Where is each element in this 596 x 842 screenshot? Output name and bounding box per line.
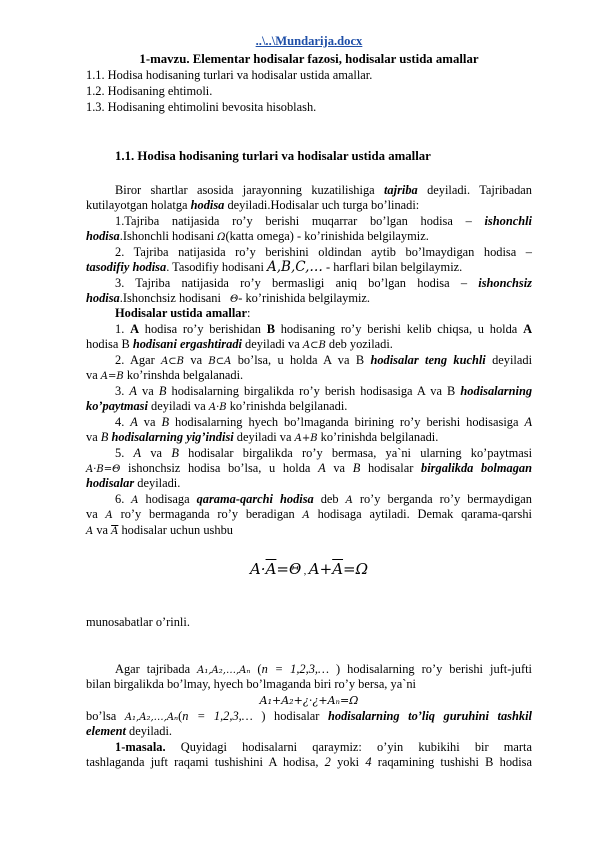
- letter: B: [158, 384, 167, 398]
- letter: A: [318, 461, 326, 475]
- letter: A: [105, 510, 113, 521]
- text: 4.: [115, 415, 131, 429]
- text: 3. Tajriba natijasida ro’y bermasligi aniq bo’lgan hodisa –: [115, 276, 479, 290]
- term-ishonchsiz: ishonchsiz: [478, 276, 532, 290]
- text: hodisalar birgalikda ro’y bermasa, ya`ni ularning ko’paytmasi: [178, 446, 533, 460]
- formula-part: A·: [249, 560, 266, 578]
- text: deb yoziladi.: [325, 337, 393, 351]
- text: hodisalarning hyech bo’lmaganda birining ro’y berishi hodisasiga: [169, 415, 525, 429]
- formula-part: A₁+A₂+¿⋅¿+Aₙ=Ω: [259, 694, 359, 707]
- index-range: n = 1,2,3,…: [182, 709, 253, 723]
- text: (: [178, 709, 183, 723]
- text: tashlaganda juft raqami tushishini A hodisa,: [86, 755, 325, 769]
- letter: A: [86, 526, 94, 537]
- text: va: [86, 430, 101, 444]
- text: deyiladi va: [147, 399, 209, 413]
- text: 1.: [115, 322, 131, 336]
- text: deyiladi.Hodisalar uch turga bo’linadi:: [224, 198, 420, 212]
- text: deyiladi. Tajribadan: [417, 183, 532, 197]
- paragraph-line: [86, 399, 532, 415]
- term-tajriba: tajriba: [383, 183, 418, 197]
- letter: B: [100, 430, 109, 444]
- text: 2. Tajriba natijasida ro’y berishini oldindan aytib bo’lmaydigan hodisa –: [115, 245, 532, 259]
- term-hodisa: hodisa: [86, 291, 120, 305]
- formula-separator: ,: [301, 566, 309, 577]
- letter: A: [129, 384, 137, 398]
- text: Biror shartlar asosida jarayonning kuzatilishiga: [115, 183, 384, 197]
- text: hodisaga aytiladi. Demak qarama-qarshi: [309, 507, 532, 521]
- subset-formula: A⊂B: [161, 356, 185, 367]
- text: ) hodisalarning ro’y berishi juft-jufti: [329, 662, 532, 676]
- text: va: [184, 353, 209, 367]
- text: raqamining tushishi B hodisa: [371, 755, 532, 769]
- paragraph-line: munosabatlar o’rinli.: [86, 615, 190, 629]
- section-heading: 1.1. Hodisa hodisaning turlari va hodisalar ustida amallar: [115, 149, 431, 163]
- ops-heading-line: [115, 306, 532, 321]
- text: 6.: [115, 492, 132, 506]
- text: (: [250, 662, 262, 676]
- text: ko’rinshda belgalanadi.: [123, 368, 244, 382]
- text: ko’rinishda belgilanadi.: [317, 430, 439, 444]
- event-sequence: A₁,A₂,…,Aₙ: [197, 665, 251, 676]
- text: yoki: [330, 755, 366, 769]
- paragraph-line: [86, 229, 532, 245]
- letter: A: [523, 322, 533, 336]
- number: 4: [365, 755, 372, 769]
- term-hodisalar: hodisalar: [86, 476, 135, 490]
- event-letters: A,B,C,…: [266, 259, 323, 275]
- formula-part: =Ω: [343, 560, 369, 578]
- paragraph-line: [86, 368, 532, 384]
- letter: B: [266, 322, 275, 336]
- letter: B: [161, 415, 170, 429]
- paragraph-line: [86, 755, 532, 770]
- term-yigindisi: hodisalarning yig’indisi: [111, 430, 234, 444]
- text: bo’lsa: [86, 709, 125, 723]
- text: hodisa ro’y berishidan: [139, 322, 267, 336]
- text: ro’y bermaganda ro’y beradigan: [112, 507, 303, 521]
- ops-heading: Hodisalar ustida amallar: [115, 306, 247, 320]
- paragraph-line: [86, 476, 532, 491]
- text: kutilayotgan holatga: [86, 198, 191, 212]
- event-sequence: A₁,A₂,…,Aₙ: [124, 712, 179, 723]
- omega-symbol: Ω: [217, 232, 226, 243]
- paragraph-line: [86, 507, 532, 523]
- text: ishonchsiz hodisa bo’lsa, u holda: [120, 461, 319, 475]
- text: 1.Tajriba natijasida ro’y berishi muqarrar bo’lgan hodisa –: [115, 214, 485, 228]
- paragraph-line: [115, 415, 532, 430]
- paragraph-line: [115, 353, 532, 369]
- term-element: element: [86, 724, 126, 738]
- paragraph-line: bilan birgalikda bo’lmay, hyech bo’lmaganda biri ro’y bersa, ya`ni: [86, 677, 416, 691]
- letter: A: [131, 495, 139, 506]
- text: hodisa B: [86, 337, 133, 351]
- paragraph-line: [86, 260, 532, 275]
- text: hodisalar uchun ushbu: [118, 523, 233, 537]
- text: ) hodisalar: [252, 709, 328, 723]
- text: - ko’rinishida belgilaymiz.: [238, 291, 371, 305]
- paragraph-line: [115, 384, 532, 399]
- term-hodisalarning: hodisalarning: [460, 384, 533, 398]
- subset-formula: B⊂A: [208, 356, 232, 367]
- term-toliq-guruh: hodisalarning to’liq guruhini tashkil: [327, 709, 532, 723]
- paragraph-line: [86, 337, 532, 353]
- paragraph-line: [86, 461, 532, 477]
- paragraph-line: [86, 709, 532, 725]
- contents-link-text[interactable]: ..\..\Mundarija.docx: [255, 34, 363, 48]
- paragraph-line: [115, 322, 532, 337]
- term-teng-kuchli: hodisalar teng kuchli: [370, 353, 486, 367]
- letter: A: [302, 510, 310, 521]
- paragraph-line: [115, 183, 532, 198]
- text: Agar tajribada: [115, 662, 198, 676]
- equality-formula: A=B: [100, 371, 124, 382]
- text: hodisalar: [360, 461, 422, 475]
- letter: B: [171, 446, 179, 460]
- text: (katta omega) - ko’rinishida belgilaymiz.: [225, 229, 429, 243]
- text: .Ishonchli hodisani: [119, 229, 218, 243]
- number: 2: [324, 755, 331, 769]
- text: deb: [313, 492, 346, 506]
- term-ergashtiradi: hodisani ergashtiradi: [132, 337, 242, 351]
- text: 3.: [115, 384, 130, 398]
- index-range: n = 1,2,3,…: [261, 662, 330, 676]
- text: va: [86, 507, 106, 521]
- text: va: [136, 384, 159, 398]
- paragraph-line: [86, 523, 532, 539]
- text: va: [86, 368, 101, 382]
- letter: B: [352, 461, 361, 475]
- letter: A: [345, 495, 353, 506]
- document-title: 1-mavzu. Elementar hodisalar fazosi, hodisalar ustida amallar: [139, 52, 479, 66]
- text: deyiladi.: [134, 476, 181, 490]
- term-kopaytmasi: ko’paytmasi: [86, 399, 148, 413]
- paragraph-line: [115, 492, 532, 508]
- formula-part: A+: [308, 560, 333, 578]
- paragraph-line: [115, 245, 532, 260]
- letter-complement: $\overline{A}$: [111, 526, 119, 537]
- text: deyiladi.: [125, 724, 173, 738]
- text: hodisalarning birgalikda ro’y berish hodisasiga A va B: [166, 384, 461, 398]
- paragraph-line: [86, 198, 532, 213]
- text: :: [246, 306, 251, 320]
- text: deyiladi: [485, 353, 533, 367]
- paragraph-line: [86, 291, 532, 307]
- formula-part: $\overline{A}$: [332, 560, 344, 578]
- text: hodisaning ro’y berishi kelib chiqsa, u holda: [274, 322, 524, 336]
- paragraph-line: [115, 662, 532, 678]
- term-qarama-qarshi: qarama-qarchi hodisa: [196, 492, 314, 506]
- term-tasodifiy: tasodifiy hodisa: [86, 260, 167, 274]
- text: hodisaga: [138, 492, 197, 506]
- text: deyiladi va: [233, 430, 295, 444]
- term-birgalikda-bolmagan: birgalikda bolmagan: [421, 461, 532, 475]
- text: va: [325, 461, 353, 475]
- text: ko’rinishda belgilanadi.: [226, 399, 348, 413]
- paragraph-line: [115, 276, 532, 291]
- term-hodisa: hodisa: [190, 198, 225, 212]
- text: 5.: [115, 446, 134, 460]
- text: Quyidagi hodisalarni qaraymiz: o’yin kubikihi bir marta: [165, 740, 532, 754]
- problem-label: 1-masala.: [115, 740, 166, 754]
- text: - harflari bilan belgilaymiz.: [322, 260, 463, 274]
- text: va: [141, 446, 172, 460]
- contents-link[interactable]: [86, 34, 532, 49]
- formula-part: =Θ: [276, 560, 302, 578]
- text: ro’y berganda ro’y bermaydigan: [352, 492, 532, 506]
- text: .Ishonchsiz hodisani: [119, 291, 225, 305]
- subset-formula: A⊂B: [302, 340, 326, 351]
- text: deyiladi va: [241, 337, 303, 351]
- text: . Tasodifiy hodisani: [166, 260, 267, 274]
- toc-item: 1.1. Hodisa hodisaning turlari va hodisalar ustida amallar.: [86, 68, 373, 82]
- paragraph-line: [115, 446, 532, 461]
- product-theta-formula: A·B=Θ: [86, 464, 121, 475]
- paragraph-line: [86, 430, 532, 446]
- text: 2. Agar: [115, 353, 162, 367]
- text: bo’lsa, u holda A va B: [231, 353, 371, 367]
- letter: A: [133, 446, 142, 460]
- text: va: [93, 523, 112, 537]
- term-hodisa: hodisa: [86, 229, 120, 243]
- letter: A: [524, 415, 533, 429]
- theta-symbol: Θ: [230, 294, 239, 305]
- paragraph-line: [115, 214, 532, 229]
- product-formula: A·B: [208, 402, 227, 413]
- term-ishonchli: ishonchli: [484, 214, 532, 228]
- formula-part: $\overline{A}$: [265, 560, 277, 578]
- letter: A: [130, 415, 138, 429]
- sum-omega-formula: [86, 693, 532, 708]
- paragraph-line: [115, 740, 532, 755]
- text: va: [137, 415, 162, 429]
- complement-formula: [86, 556, 532, 582]
- letter: A: [130, 322, 140, 336]
- paragraph-line: [86, 724, 532, 739]
- sum-formula: A+B: [294, 433, 318, 444]
- toc-item: 1.2. Hodisaning ehtimoli.: [86, 84, 213, 98]
- toc-item: 1.3. Hodisaning ehtimolini bevosita hisoblash.: [86, 100, 317, 114]
